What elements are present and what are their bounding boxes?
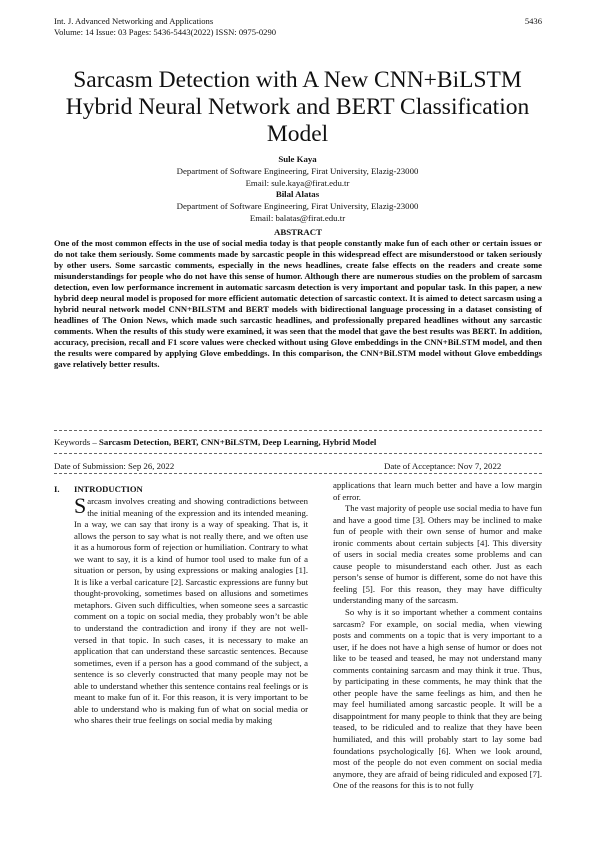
intro-paragraph: The vast majority of people use social media to have fun and have a good time [3]. Others may be inclined to make fun of people with their own sense of humor and make ironic comments about certain subjects [4]. This diversity of users in social media creates some problems and can cause people to misunderstand each other. Just as each person’s sense of humor is different, some do not have this feeling [5]. For this reason, they may have difficulty understanding many of the sarcasm. bbox=[333, 503, 542, 606]
divider bbox=[54, 473, 542, 474]
title-line: Hybrid Neural Network and BERT Classification bbox=[65, 94, 530, 120]
page-number: 5436 bbox=[524, 16, 542, 26]
intro-left-text: arcasm involves creating and showing contradictions between the initial meaning of the expression and its intended meaning. In a way, we can say that irony is a way of speaking. That is, it allows the person to say what is not really there, and we often use it as a humorous form of rejection or humiliation. Contrary to what we want to say, it is a kind of humor tool used to make fun of a situation or person, by using expressions or making analogies [1]. It is like a verbal caricature [2]. Sarcastic expressions are funny but thought-provoking, sometimes based on allusions and sometimes metaphors. Given such difficulties, when someone sees a sarcastic comment on a topic on social media, they probably won’t be able to understand the contradiction and irony if they are not well-versed in that topic. In such cases, it is necessary to make an application that can understand these sarcastic sentences. Because sometimes, even if a person has a good command of the subject, a sentence is so cleverly constructed that many people may not be able to understand whether this sentence contains real feelings or is meant to make fun of it. For this reason, it is very important to be able to understand who is making fun of what on social media or who shares their true feelings on social media by making bbox=[74, 496, 309, 726]
submission-date: Date of Submission: Sep 26, 2022 bbox=[54, 461, 175, 471]
author-email: Email: balatas@firat.edu.tr bbox=[249, 213, 346, 223]
abstract-heading bbox=[54, 227, 542, 237]
author-name: Sule Kaya bbox=[278, 154, 317, 164]
author-name: Bilal Alatas bbox=[275, 189, 320, 199]
title-line: Model bbox=[266, 121, 329, 147]
intro-left-column bbox=[74, 493, 309, 727]
keywords-label: Keywords bbox=[54, 437, 91, 447]
title-line: Sarcasm Detection with A New CNN+BiLSTM bbox=[73, 67, 522, 93]
intro-paragraph: applications that learn much better and have a low margin of error. bbox=[333, 480, 542, 502]
running-header bbox=[54, 16, 542, 37]
dates-row bbox=[54, 461, 542, 471]
section-number: I. bbox=[54, 484, 60, 494]
author-affiliation: Department of Software Engineering, Firat University, Elazig-23000 bbox=[176, 166, 419, 176]
author-email: Email: sule.kaya@firat.edu.tr bbox=[245, 178, 350, 188]
journal-volume: Volume: 14 Issue: 03 Pages: 5436-5443(2022) ISSN: 0975-0290 bbox=[54, 26, 277, 37]
author-affiliation: Department of Software Engineering, Firat University, Elazig-23000 bbox=[176, 201, 419, 211]
journal-name: Int. J. Advanced Networking and Applications bbox=[54, 16, 214, 26]
intro-right-column bbox=[333, 480, 542, 792]
divider bbox=[54, 453, 542, 454]
keywords: Keywords – Sarcasm Detection, BERT, CNN+BiLSTM, Deep Learning, Hybrid Model bbox=[54, 437, 377, 447]
section-heading bbox=[54, 484, 143, 494]
keywords-text: Sarcasm Detection, BERT, CNN+BiLSTM, Deep Learning, Hybrid Model bbox=[98, 437, 377, 447]
divider bbox=[54, 430, 542, 431]
intro-paragraph: So why is it so important whether a comment contains sarcasm? For example, on social media, when viewing posts and comments on a topic that is very important to a user, if he does not have a high sense of humor or does not like to be teased and teased, he may not understand many comments containing sarcasm and may think it true. Thus, by participating in these comments, he may think that the other people have the same feelings as him, and then he may feel humiliated among sarcastic people. It will be a disappointment for many people to think that they are being teased, to be ridiculed and to realize that they have been humiliated, and this will probably start to lay some bad foundations psychologically [6]. When we look around, most of the people do not even comment on social media anymore, they are afraid of being ridiculed and exposed [7]. One of the reasons for this is to not fully bbox=[333, 607, 542, 791]
abstract-text: One of the most common effects in the use of social media today is that people constantly make fun of each other or certain issues or do not take them seriously. Some comments made by sarcastic people in this widespread effect are misunderstood or taken seriously by other users. Some sarcastic comments, especially in the news headlines, create false effects on the readers and create some misunderstandings for people who do not have this sense of humor. Although there are numerous studies on the problem of sarcasm detection, even low performance increment in automatic sarcasm detection is very important and popular task. In this paper, a new hybrid deep neural model is proposed for more efficient automatic detection of sarcastic context. It is aimed to detect sarcasm using a hybrid neural network model CNN+BILSTM and BERT models with bidirectional language processing in a dataset consisting of headlines of The Onion News, which made such sarcastic headlines, and professionally prepared headlines without any sarcastic comments. When the results of this study were examined, it was seen that the model that gave the best results was BERT. In addition, accuracy, precision, recall and F1 score values were checked without using Glove embeddings in the CNN+BiLSTM model, and then the results were compared by applying Glove embeddings. In this comparison, the CNN+BiLSTM model without Glove embeddings gave relatively better results. bbox=[54, 238, 542, 369]
abstract-heading-text: ABSTRACT bbox=[274, 227, 322, 237]
dropcap: S bbox=[74, 493, 87, 518]
section-title: INTRODUCTION bbox=[74, 484, 143, 494]
acceptance-date: Date of Acceptance: Nov 7, 2022 bbox=[384, 461, 502, 471]
paper-title bbox=[40, 67, 555, 148]
